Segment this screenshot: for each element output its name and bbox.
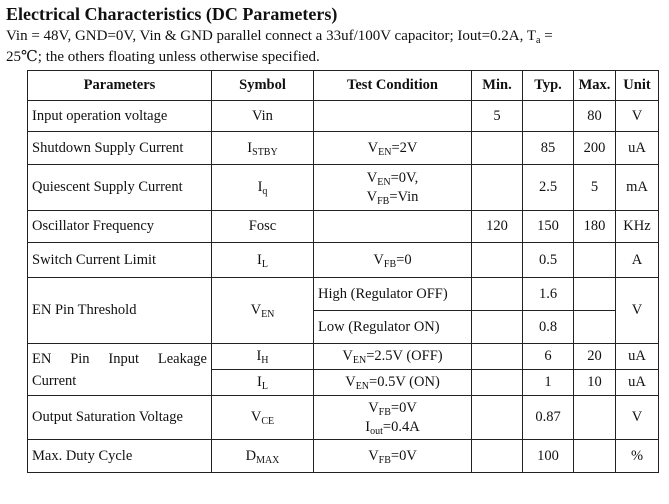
max-cell: 80 bbox=[574, 101, 616, 132]
condition-cell: High (Regulator OFF) bbox=[314, 278, 472, 311]
header-parameters: Parameters bbox=[28, 71, 212, 101]
max-cell bbox=[574, 278, 616, 311]
min-cell bbox=[472, 132, 523, 165]
param-cell: Input operation voltage bbox=[28, 101, 212, 132]
max-cell bbox=[574, 243, 616, 278]
symbol-cell: $V_{CE}$ bbox=[212, 396, 314, 440]
intro-line2: 25℃; the others floating unless otherwise specified. bbox=[6, 49, 320, 65]
condition-cell: $V_{FB}=0$ bbox=[314, 243, 472, 278]
symbol-cell: $I_L$ bbox=[212, 370, 314, 396]
symbol-cell: $I_q$ bbox=[212, 165, 314, 211]
min-cell bbox=[472, 165, 523, 211]
typ-cell: 1 bbox=[523, 370, 574, 396]
min-cell bbox=[472, 370, 523, 396]
min-cell bbox=[472, 278, 523, 311]
table-row bbox=[28, 396, 659, 440]
param-cell: Output Saturation Voltage bbox=[28, 396, 212, 440]
unit-cell: uA bbox=[616, 344, 659, 370]
symbol-cell: $I_L$ bbox=[212, 243, 314, 278]
header-test-condition: Test Condition bbox=[314, 71, 472, 101]
condition-cell: $V_{EN}=0.5V$ (ON) bbox=[314, 370, 472, 396]
max-cell: 20 bbox=[574, 344, 616, 370]
header-typ: Typ. bbox=[523, 71, 574, 101]
header-unit: Unit bbox=[616, 71, 659, 101]
min-cell bbox=[472, 311, 523, 344]
condition-cell: $V_{EN}=2V$ bbox=[314, 132, 472, 165]
param-cell: Switch Current Limit bbox=[28, 243, 212, 278]
table-row bbox=[28, 211, 659, 243]
table-row bbox=[28, 101, 659, 132]
dc-parameters-table bbox=[27, 70, 659, 473]
max-cell: 200 bbox=[574, 132, 616, 165]
unit-cell: A bbox=[616, 243, 659, 278]
typ-cell: 85 bbox=[523, 132, 574, 165]
param-cell: EN Pin Input Leakage Current bbox=[28, 344, 212, 396]
header-max: Max. bbox=[574, 71, 616, 101]
max-cell: 180 bbox=[574, 211, 616, 243]
section-title: Electrical Characteristics (DC Parameters) bbox=[6, 4, 338, 24]
typ-cell: 0.8 bbox=[523, 311, 574, 344]
symbol-cell: $I_{STBY}$ bbox=[212, 132, 314, 165]
typ-cell: 100 bbox=[523, 440, 574, 473]
param-cell: Oscillator Frequency bbox=[28, 211, 212, 243]
typ-cell: 0.87 bbox=[523, 396, 574, 440]
condition-cell: Low (Regulator ON) bbox=[314, 311, 472, 344]
intro-line1: Vin = 48V, GND=0V, Vin & GND parallel connect a 33uf/100V capacitor; Iout=0.2A, $T_a$ = bbox=[6, 28, 553, 46]
symbol-cell: $I_H$ bbox=[212, 344, 314, 370]
condition-cell: $V_{EN}=0V$, $V_{FB}=Vin$ bbox=[314, 165, 472, 211]
unit-cell: uA bbox=[616, 132, 659, 165]
symbol-cell: $V_{EN}$ bbox=[212, 278, 314, 344]
test-conditions-text bbox=[6, 26, 661, 68]
symbol-cell: Fosc bbox=[212, 211, 314, 243]
param-cell: Shutdown Supply Current bbox=[28, 132, 212, 165]
unit-cell: uA bbox=[616, 370, 659, 396]
unit-cell: KHz bbox=[616, 211, 659, 243]
typ-cell: 1.6 bbox=[523, 278, 574, 311]
min-cell: 120 bbox=[472, 211, 523, 243]
symbol-cell: $D_{MAX}$ bbox=[212, 440, 314, 473]
typ-cell: 0.5 bbox=[523, 243, 574, 278]
typ-cell: 150 bbox=[523, 211, 574, 243]
unit-cell: V bbox=[616, 396, 659, 440]
max-cell bbox=[574, 440, 616, 473]
table-row bbox=[28, 243, 659, 278]
min-cell: 5 bbox=[472, 101, 523, 132]
typ-cell bbox=[523, 101, 574, 132]
min-cell bbox=[472, 440, 523, 473]
condition-cell bbox=[314, 211, 472, 243]
min-cell bbox=[472, 243, 523, 278]
condition-cell bbox=[314, 101, 472, 132]
typ-cell: 6 bbox=[523, 344, 574, 370]
param-cell: Quiescent Supply Current bbox=[28, 165, 212, 211]
header-min: Min. bbox=[472, 71, 523, 101]
unit-cell: V bbox=[616, 101, 659, 132]
table-row bbox=[28, 440, 659, 473]
unit-cell: V bbox=[616, 278, 659, 344]
table-row bbox=[28, 278, 659, 311]
table-header-row bbox=[28, 71, 659, 101]
max-cell bbox=[574, 311, 616, 344]
typ-cell: 2.5 bbox=[523, 165, 574, 211]
max-cell: 5 bbox=[574, 165, 616, 211]
unit-cell: % bbox=[616, 440, 659, 473]
condition-cell: $V_{FB}=0V$ $I_{out}=0.4A$ bbox=[314, 396, 472, 440]
condition-cell: $V_{FB}=0V$ bbox=[314, 440, 472, 473]
max-cell bbox=[574, 396, 616, 440]
param-cell: EN Pin Threshold bbox=[28, 278, 212, 344]
symbol-cell: Vin bbox=[212, 101, 314, 132]
table-row bbox=[28, 132, 659, 165]
unit-cell: mA bbox=[616, 165, 659, 211]
condition-cell: $V_{EN}=2.5V$ (OFF) bbox=[314, 344, 472, 370]
table-row bbox=[28, 344, 659, 370]
max-cell: 10 bbox=[574, 370, 616, 396]
param-cell: Max. Duty Cycle bbox=[28, 440, 212, 473]
min-cell bbox=[472, 396, 523, 440]
header-symbol: Symbol bbox=[212, 71, 314, 101]
min-cell bbox=[472, 344, 523, 370]
table-row bbox=[28, 165, 659, 211]
